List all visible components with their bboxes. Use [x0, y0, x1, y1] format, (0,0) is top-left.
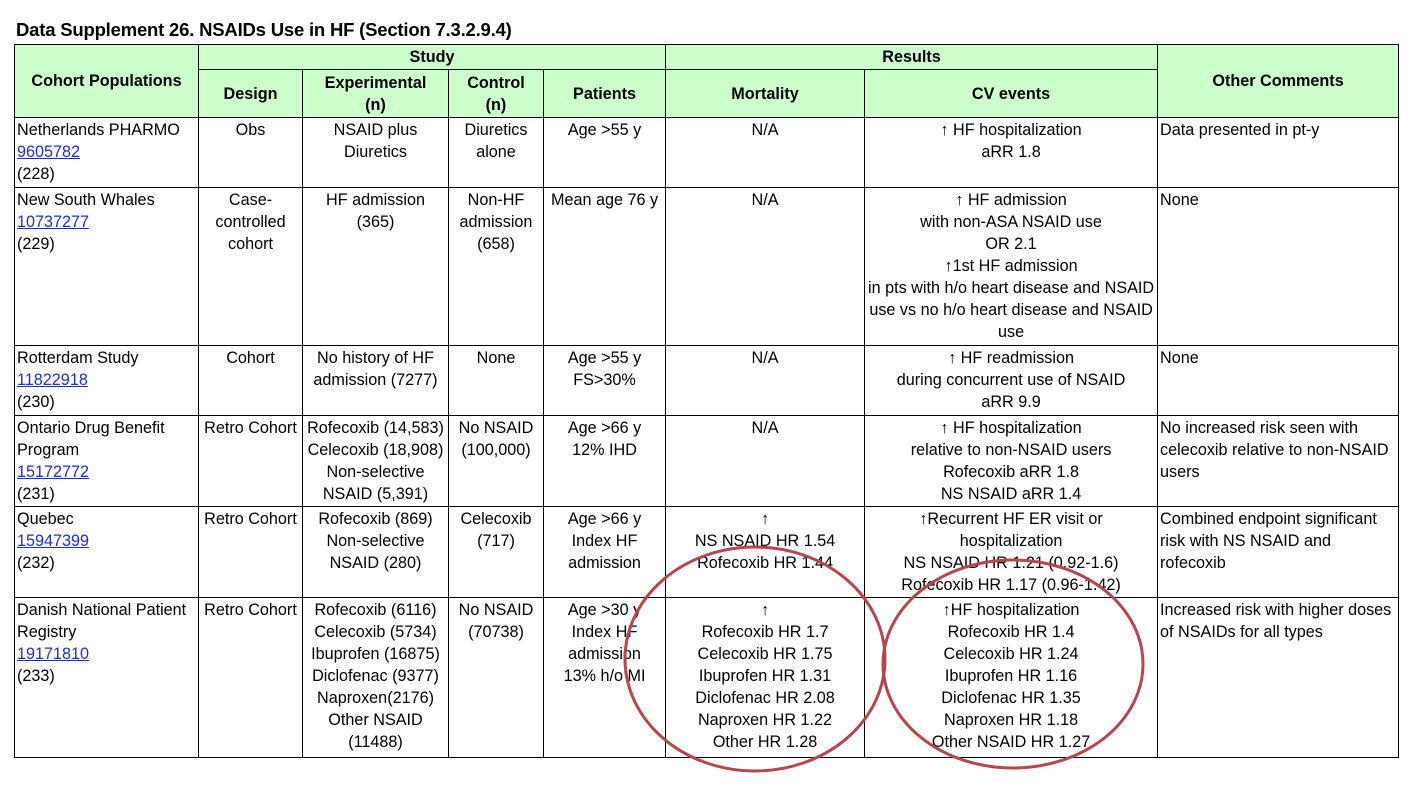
experimental-line: Rofecoxib (6116) — [314, 601, 437, 619]
mortality-cell — [666, 507, 865, 598]
cohort-cell — [15, 416, 199, 507]
other-comments-cell: None — [1158, 188, 1399, 346]
patients-cell — [544, 188, 666, 346]
experimental-cell — [303, 188, 449, 346]
reference-number: (229) — [17, 235, 55, 253]
patients-cell — [544, 507, 666, 598]
evidence-table — [14, 44, 1399, 758]
patients-line: Age >66 y — [567, 510, 642, 528]
patients-line: Age >55 y — [567, 121, 642, 139]
mortality-line: Diclofenac HR 2.08 — [695, 689, 835, 707]
mortality-line: Rofecoxib HR 1.7 — [701, 623, 829, 641]
experimental-line: NSAID plus — [333, 121, 418, 139]
cohort-cell — [15, 118, 199, 188]
other-comments-cell: Combined endpoint significant risk with NS NSAID and rofecoxib — [1158, 507, 1399, 598]
control-cell — [449, 346, 544, 416]
reference-number: (228) — [17, 165, 55, 183]
cv-events-line: aRR 9.9 — [981, 393, 1041, 411]
experimental-line: Celecoxib (18,908) — [307, 441, 444, 459]
control-cell — [449, 188, 544, 346]
mortality-line: Other HR 1.28 — [712, 733, 818, 751]
cv-events-line: ↑ HF hospitalization — [940, 419, 1082, 437]
table-row — [15, 416, 1399, 507]
patients-line: Age >66 y — [567, 419, 642, 437]
design-cell: Case-controlled cohort — [199, 188, 303, 346]
header-cohort-populations: Cohort Populations — [15, 45, 199, 118]
experimental-line: NSAID (5,391) — [322, 485, 429, 503]
cohort-name: Netherlands PHARMO — [17, 121, 180, 139]
cv-events-line: ↑ HF admission — [955, 191, 1067, 209]
experimental-line: admission (7277) — [313, 371, 438, 389]
experimental-line: Naproxen(2176) — [317, 689, 434, 707]
cv-events-line: Rofecoxib aRR 1.8 — [943, 463, 1079, 481]
mortality-line: N/A — [751, 191, 779, 209]
cv-events-line: ↑ HF hospitalization — [940, 121, 1082, 139]
cv-events-line: Diclofenac HR 1.35 — [941, 689, 1081, 707]
control-line: Diuretics — [464, 121, 528, 139]
reference-number: (231) — [17, 485, 55, 503]
cv-events-cell — [865, 118, 1158, 188]
cv-events-line: Ibuprofen HR 1.16 — [944, 667, 1078, 685]
cohort-cell — [15, 598, 199, 758]
experimental-line: NSAID (280) — [329, 554, 422, 572]
control-line: alone — [476, 143, 516, 161]
table-row — [15, 507, 1399, 598]
cv-events-line: NS NSAID aRR 1.4 — [940, 485, 1082, 503]
mortality-line: Rofecoxib HR 1.44 — [697, 554, 833, 572]
mortality-cell — [666, 346, 865, 416]
mortality-line: ↑ — [760, 601, 770, 619]
control-line: Non-HF — [467, 191, 525, 209]
mortality-line: NS NSAID HR 1.54 — [694, 532, 836, 550]
cv-events-cell — [865, 346, 1158, 416]
cohort-name: Ontario Drug Benefit Program — [17, 419, 165, 459]
pmid-link[interactable]: 15947399 — [17, 532, 90, 550]
header-experimental — [303, 70, 449, 118]
patients-line: admission — [568, 554, 641, 572]
cv-events-line: ↑ HF readmission — [948, 349, 1074, 367]
cv-events-line: ↑Recurrent HF ER visit or hospitalization — [919, 510, 1103, 550]
patients-line: Index HF — [571, 623, 638, 641]
control-line: No NSAID — [458, 601, 534, 619]
control-cell — [449, 118, 544, 188]
header-control-label: Control — [467, 73, 525, 92]
cv-events-line: Rofecoxib HR 1.17 (0.96-1.42) — [901, 576, 1121, 594]
document-title: Data Supplement 26. NSAIDs Use in HF (Section 7.3.2.9.4) — [16, 19, 512, 40]
patients-line: 12% IHD — [572, 441, 637, 459]
pmid-link[interactable]: 9605782 — [17, 143, 81, 161]
other-comments-cell: None — [1158, 346, 1399, 416]
cv-events-cell — [865, 416, 1158, 507]
patients-line: FS>30% — [573, 371, 636, 389]
cv-events-cell — [865, 598, 1158, 758]
mortality-line: N/A — [751, 121, 779, 139]
cv-events-line: Rofecoxib HR 1.4 — [947, 623, 1075, 641]
patients-cell — [544, 416, 666, 507]
other-comments-cell: Increased risk with higher doses of NSAIDs for all types — [1158, 598, 1399, 758]
experimental-line: No history of HF — [317, 349, 434, 367]
experimental-cell — [303, 416, 449, 507]
cv-events-cell — [865, 188, 1158, 346]
reference-number: (230) — [17, 393, 55, 411]
patients-cell — [544, 598, 666, 758]
experimental-line: Diclofenac (9377) — [312, 667, 439, 685]
control-cell — [449, 598, 544, 758]
patients-cell — [544, 118, 666, 188]
header-other-comments: Other Comments — [1158, 45, 1399, 118]
design-cell: Cohort — [199, 346, 303, 416]
cohort-cell — [15, 346, 199, 416]
experimental-line: Ibuprofen (16875) — [311, 645, 440, 663]
mortality-cell — [666, 188, 865, 346]
experimental-line: Other NSAID — [328, 711, 423, 729]
design-cell: Retro Cohort — [199, 416, 303, 507]
header-control — [449, 70, 544, 118]
cv-events-line: ↑1st HF admission — [944, 257, 1078, 275]
header-results: Results — [666, 45, 1158, 70]
experimental-line: Celecoxib (5734) — [314, 623, 437, 641]
design-cell: Retro Cohort — [199, 507, 303, 598]
control-line: Celecoxib — [460, 510, 532, 528]
reference-number: (233) — [17, 667, 55, 685]
other-comments-cell: No increased risk seen with celecoxib relative to non-NSAID users — [1158, 416, 1399, 507]
cohort-name: Rotterdam Study — [17, 349, 139, 367]
cohort-cell — [15, 507, 199, 598]
mortality-line: Naproxen HR 1.22 — [697, 711, 833, 729]
cohort-name: Danish National Patient Registry — [17, 601, 187, 641]
table-row — [15, 346, 1399, 416]
design-cell: Obs — [199, 118, 303, 188]
experimental-line: Non-selective — [326, 463, 425, 481]
control-line: (70738) — [468, 623, 524, 641]
pmid-link[interactable]: 10737277 — [17, 213, 90, 231]
cohort-name: New South Whales — [17, 191, 155, 209]
header-cv-events: CV events — [865, 70, 1158, 118]
pmid-link[interactable]: 11822918 — [17, 371, 88, 389]
mortality-line: N/A — [751, 349, 779, 367]
pmid-link[interactable]: 19171810 — [17, 645, 90, 663]
patients-line: Age >30 y — [567, 601, 642, 619]
experimental-line: HF admission (365) — [326, 191, 425, 231]
control-cell — [449, 507, 544, 598]
header-mortality: Mortality — [666, 70, 865, 118]
patients-cell — [544, 346, 666, 416]
experimental-line: Non-selective — [326, 532, 425, 550]
experimental-cell — [303, 118, 449, 188]
patients-line: Age >55 y — [567, 349, 642, 367]
cv-events-line: Other NSAID HR 1.27 — [931, 733, 1091, 751]
table-body — [15, 118, 1399, 758]
header-control-n: (n) — [485, 95, 507, 114]
table-row — [15, 188, 1399, 346]
header-patients: Patients — [544, 70, 666, 118]
cohort-cell — [15, 188, 199, 346]
cv-events-line: Celecoxib HR 1.24 — [943, 645, 1079, 663]
mortality-cell — [666, 598, 865, 758]
control-cell — [449, 416, 544, 507]
reference-number: (232) — [17, 554, 55, 572]
experimental-cell — [303, 346, 449, 416]
mortality-cell — [666, 118, 865, 188]
mortality-line: ↑ — [760, 510, 770, 528]
patients-line: admission — [568, 645, 641, 663]
table-row — [15, 598, 1399, 758]
other-comments-cell: Data presented in pt-y — [1158, 118, 1399, 188]
cv-events-cell — [865, 507, 1158, 598]
control-line: (658) — [477, 235, 515, 253]
control-line: (100,000) — [461, 441, 531, 459]
header-design: Design — [199, 70, 303, 118]
header-study: Study — [199, 45, 666, 70]
cohort-name: Quebec — [17, 510, 74, 528]
table-row — [15, 118, 1399, 188]
control-line: admission — [459, 213, 533, 231]
design-cell: Retro Cohort — [199, 598, 303, 758]
control-line: None — [476, 349, 516, 367]
mortality-line: Celecoxib HR 1.75 — [697, 645, 833, 663]
cv-events-line: OR 2.1 — [985, 235, 1037, 253]
cv-events-line: in pts with h/o heart disease and NSAID use vs no h/o heart disease and NSAID use — [867, 279, 1155, 341]
control-line: (717) — [477, 532, 515, 550]
mortality-cell — [666, 416, 865, 507]
experimental-line: (11488) — [348, 733, 403, 751]
cv-events-line: ↑HF hospitalization — [942, 601, 1080, 619]
cv-events-line: NS NSAID HR 1.21 (0.92-1.6) — [903, 554, 1119, 572]
mortality-line: Ibuprofen HR 1.31 — [698, 667, 832, 685]
patients-line: Mean age 76 y — [550, 191, 659, 209]
experimental-line: Rofecoxib (14,583) — [307, 419, 444, 437]
cv-events-line: aRR 1.8 — [981, 143, 1041, 161]
experimental-line: Diuretics — [344, 143, 407, 161]
cv-events-line: during concurrent use of NSAID — [896, 371, 1126, 389]
mortality-line: N/A — [751, 419, 779, 437]
header-experimental-n: (n) — [365, 95, 386, 114]
experimental-cell — [303, 507, 449, 598]
cv-events-line: relative to non-NSAID users — [910, 441, 1112, 459]
cv-events-line: Naproxen HR 1.18 — [944, 711, 1079, 729]
experimental-line: Rofecoxib (869) — [318, 510, 433, 528]
header-experimental-label: Experimental — [324, 73, 427, 92]
experimental-cell — [303, 598, 449, 758]
pmid-link[interactable]: 15172772 — [17, 463, 90, 481]
control-line: No NSAID — [458, 419, 534, 437]
patients-line: Index HF — [571, 532, 638, 550]
cv-events-line: with non-ASA NSAID use — [920, 213, 1102, 231]
patients-line: 13% h/o MI — [563, 667, 646, 685]
